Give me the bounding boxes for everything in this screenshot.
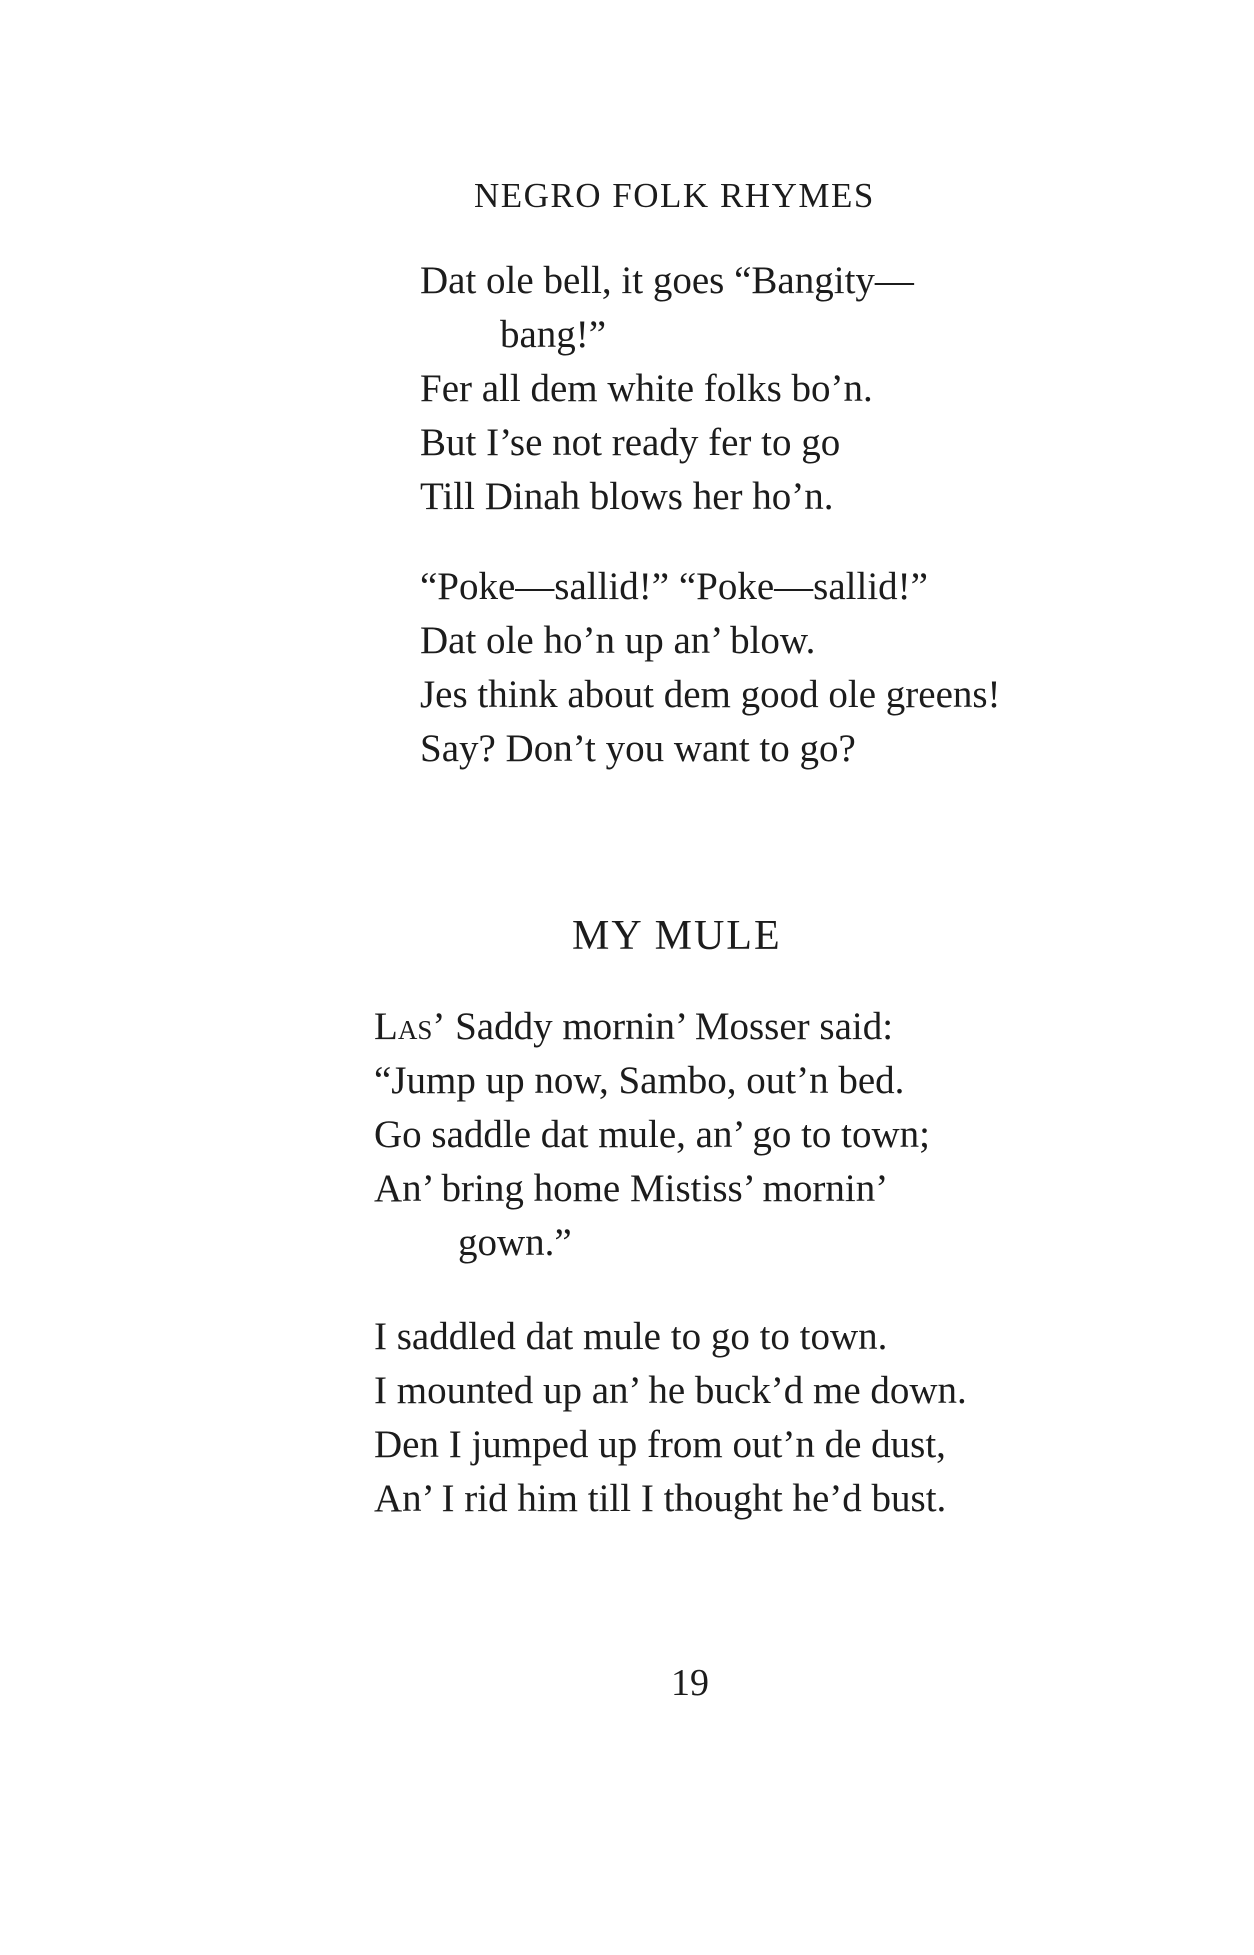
verse-line: gown.” [458,1221,572,1264]
verse-line-rest: Saddy mornin’ Mosser said: [445,1005,894,1048]
verse-line: Dat ole bell, it goes “Bangity— [420,259,914,302]
verse-line: Go saddle dat mule, an’ go to town; [374,1113,930,1156]
verse-line: “Poke—sallid!” “Poke—sallid!” [420,565,928,608]
verse-line: An’ bring home Mistiss’ mornin’ [374,1167,889,1210]
verse-line: “Jump up now, Sambo, out’n bed. [374,1059,905,1102]
verse-line: Jes think about dem good ole greens! [420,673,1001,716]
verse-line: bang!” [500,313,607,356]
page-number: 19 [671,1662,709,1704]
poem-title: MY MULE [572,913,782,959]
verse-line: Fer all dem white folks bo’n. [420,367,873,410]
verse-line: Dat ole ho’n up an’ blow. [420,619,816,662]
verse-line: Till Dinah blows her ho’n. [420,475,834,518]
poem2-stanza-1 [374,1000,930,1270]
opening-word: Las’ [374,1005,446,1048]
verse-line: Say? Don’t you want to go? [420,727,856,770]
verse-line: I mounted up an’ he buck’d me down. [374,1369,967,1412]
poem1-stanza-2 [420,560,1001,776]
verse-line: But I’se not ready fer to go [420,421,841,464]
verse-line: An’ I rid him till I thought he’d bust. [374,1477,947,1520]
verse-line [374,1000,930,1054]
verse-line: Den I jumped up from out’n de dust, [374,1423,946,1466]
poem2-stanza-2 [374,1310,967,1526]
running-head: NEGRO FOLK RHYMES [474,176,875,215]
verse-line: I saddled dat mule to go to town. [374,1315,888,1358]
poem1-stanza-1 [420,254,914,524]
